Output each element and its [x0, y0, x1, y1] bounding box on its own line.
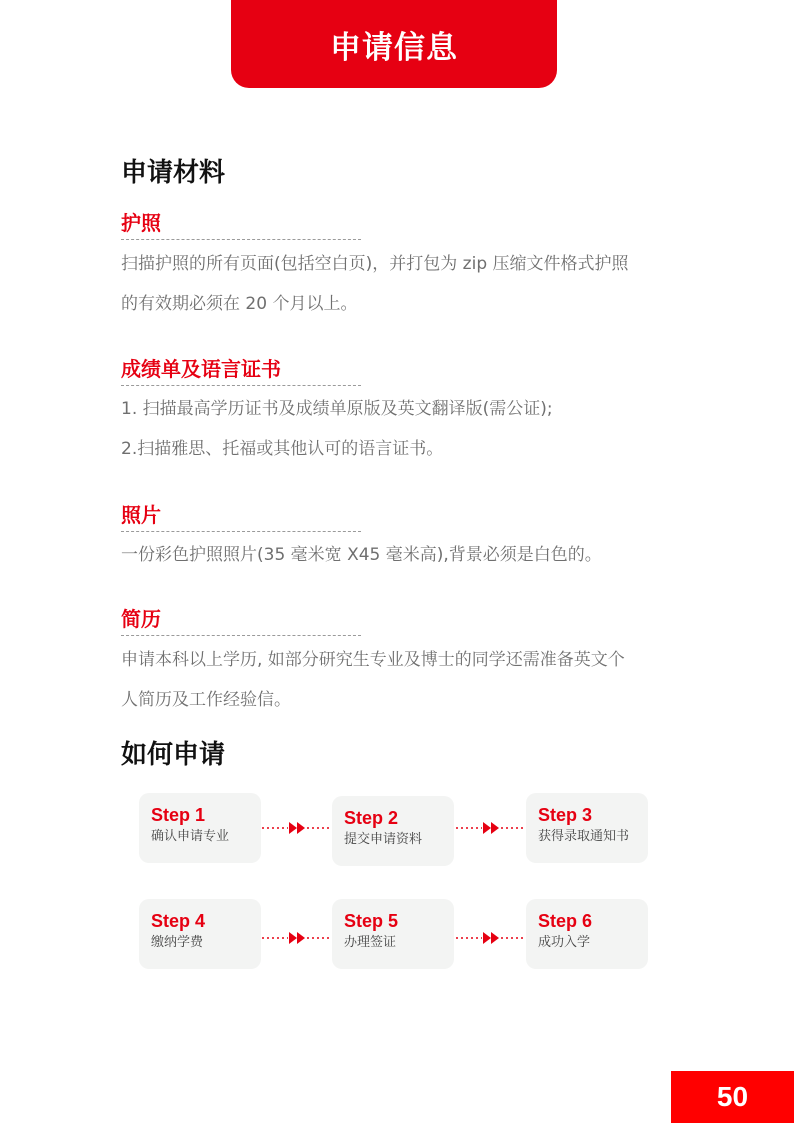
- transcript-text: [121, 389, 691, 469]
- arrow-connector-icon: [262, 931, 330, 945]
- passport-title: 护照: [121, 211, 161, 235]
- step-card-3: [526, 793, 648, 863]
- divider: [121, 385, 361, 386]
- step-card-6: [526, 899, 648, 969]
- photo-title: 照片: [121, 503, 161, 527]
- step-card-1: [139, 793, 261, 863]
- step-card-2: [332, 796, 454, 866]
- text-line: 1. 扫描最高学历证书及成绩单原版及英文翻译版(需公证);: [121, 399, 553, 419]
- step-card-5: [332, 899, 454, 969]
- text-line: 的有效期必须在 20 个月以上。: [121, 294, 358, 314]
- step-label: Step 2: [344, 808, 399, 828]
- arrow-connector-icon: [456, 821, 524, 835]
- page-number-badge: [671, 1071, 794, 1123]
- text-line: 人简历及工作经验信。: [121, 690, 291, 710]
- apply-heading: 如何申请: [121, 740, 226, 770]
- step-label: Step 1: [151, 805, 206, 825]
- arrow-connector-icon: [262, 821, 330, 835]
- step-desc: 确认申请专业: [151, 829, 230, 844]
- step-desc: 缴纳学费: [151, 935, 204, 950]
- transcript-title: 成绩单及语言证书: [121, 357, 281, 381]
- resume-title: 简历: [121, 607, 161, 631]
- step-desc: 办理签证: [344, 935, 397, 950]
- divider: [121, 239, 361, 240]
- text-line: 申请本科以上学历, 如部分研究生专业及博士的同学还需准备英文个: [121, 650, 625, 670]
- text-line: 扫描护照的所有页面(包括空白页)，并打包为 zip 压缩文件格式护照: [121, 254, 629, 274]
- materials-heading: 申请材料: [121, 158, 226, 188]
- divider: [121, 635, 361, 636]
- step-desc: 成功入学: [538, 935, 591, 950]
- page-number: 50: [716, 1081, 749, 1112]
- photo-text: [121, 535, 691, 575]
- arrow-connector-icon: [456, 931, 524, 945]
- divider: [121, 531, 361, 532]
- step-desc: 获得录取通知书: [538, 829, 630, 844]
- page-title: 申请信息: [330, 29, 458, 66]
- step-label: Step 6: [538, 911, 593, 931]
- step-label: Step 3: [538, 805, 593, 825]
- passport-text: [121, 244, 691, 324]
- step-label: Step 4: [151, 911, 206, 931]
- resume-text: [121, 640, 691, 720]
- text-line: 一份彩色护照照片(35 毫米宽 X45 毫米高),背景必须是白色的。: [121, 545, 602, 565]
- step-card-4: [139, 899, 261, 969]
- text-line: 2.扫描雅思、托福或其他认可的语言证书。: [121, 439, 444, 459]
- step-desc: 提交申请资料: [344, 832, 423, 847]
- step-label: Step 5: [344, 911, 399, 931]
- header-banner: [231, 0, 557, 88]
